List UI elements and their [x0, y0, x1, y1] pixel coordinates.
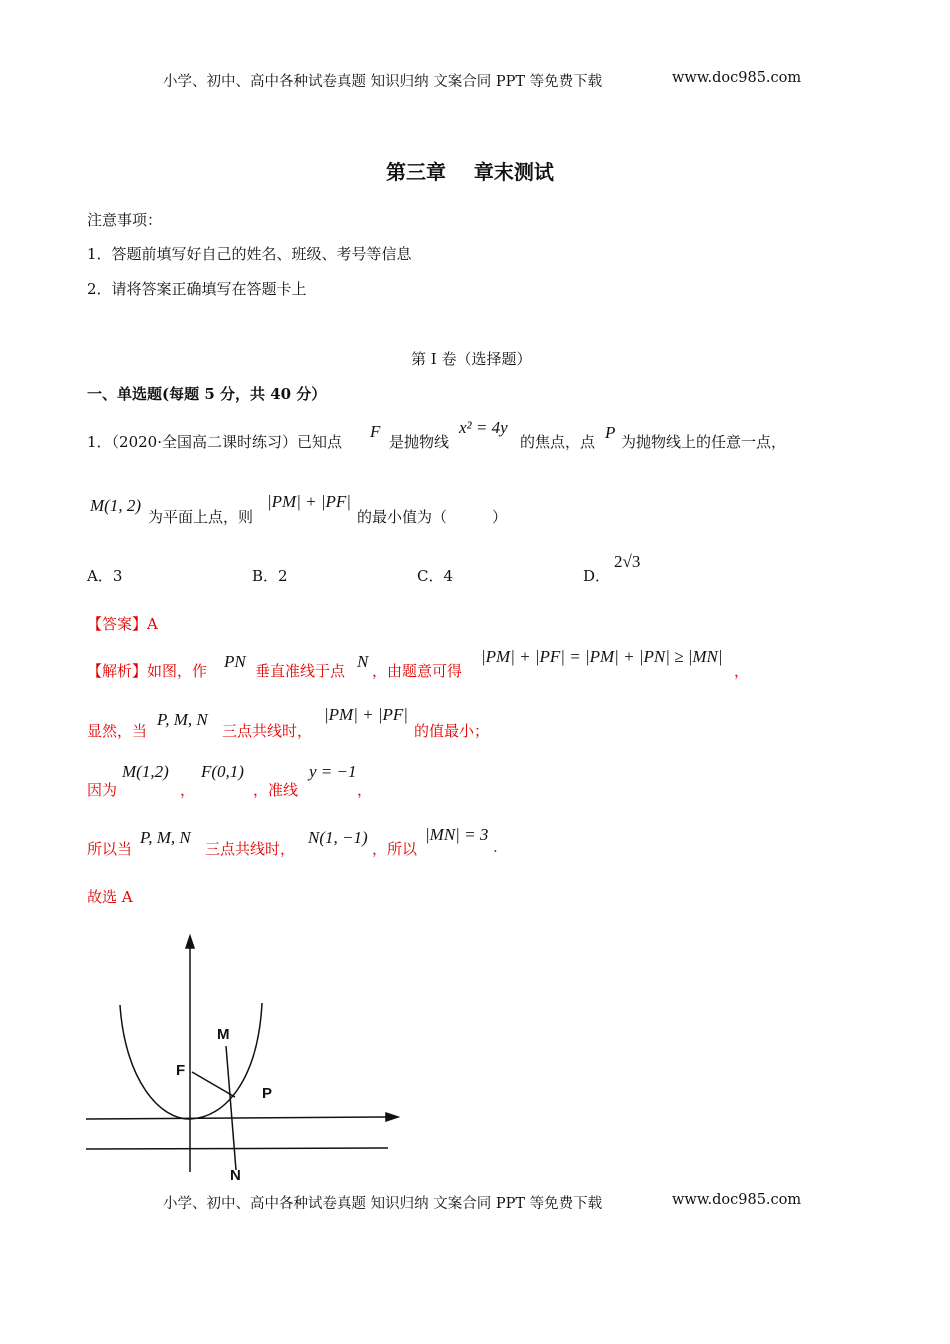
math-equation: x² = 4y — [459, 418, 508, 437]
math-F: F(0,1) — [201, 762, 244, 781]
footer-text: 小学、初中、高中各种试卷真题 知识归纳 文案合同 PPT 等免费下载 — [163, 1196, 603, 1212]
page-title: 第三章 章末测试 — [386, 160, 554, 184]
notice-item: 1．答题前填写好自己的姓名、班级、考号等信息 — [87, 245, 412, 263]
notice-heading: 注意事项： — [87, 211, 163, 229]
math-M: M(1,2) — [122, 762, 169, 781]
math-N: N — [357, 652, 369, 671]
analysis-text: 的值最小； — [414, 722, 490, 740]
x-axis — [86, 1117, 390, 1119]
directrix — [86, 1148, 388, 1149]
math-PN: PN — [224, 652, 246, 671]
math-N: N(1, −1) — [308, 828, 368, 847]
option-c: C．4 — [417, 567, 454, 585]
footer-site: www.doc985.com — [672, 1192, 802, 1208]
analysis-text: 【解析】如图，作 — [87, 662, 208, 680]
label-F: F — [176, 1062, 186, 1079]
analysis-text: 所以当 — [87, 840, 133, 858]
label-P: P — [262, 1085, 273, 1102]
y-axis-arrow — [186, 936, 194, 948]
x-axis-arrow — [386, 1113, 398, 1121]
header-text: 小学、初中、高中各种试卷真题 知识归纳 文案合同 PPT 等免费下载 — [163, 74, 603, 90]
label-N: N — [230, 1167, 241, 1184]
math-M: M(1, 2) — [90, 496, 141, 515]
q1-text: 是抛物线 — [389, 433, 450, 451]
segment-MN — [226, 1046, 236, 1170]
part-title: 一、单选题(每题 5 分，共 40 分） — [87, 385, 327, 403]
math-directrix: y = −1 — [309, 762, 357, 781]
analysis-text: ， — [180, 781, 196, 799]
analysis-text: 显然，当 — [87, 722, 148, 740]
q1-text: 的最小值为（ ） — [357, 508, 508, 526]
header-site: www.doc985.com — [672, 70, 802, 86]
analysis-text: 三点共线时， — [205, 840, 296, 858]
label-M: M — [217, 1026, 230, 1043]
notice-item: 2．请将答案正确填写在答题卡上 — [87, 280, 307, 298]
parabola — [120, 1003, 262, 1119]
analysis-text: . — [493, 838, 498, 856]
analysis-text: 垂直准线于点 — [255, 662, 346, 680]
math-points: P, M, N — [140, 828, 191, 847]
option-b: B．2 — [252, 567, 288, 585]
analysis-text: 三点共线时， — [222, 722, 313, 740]
math-F: F — [370, 422, 381, 441]
analysis-text: ，所以 — [372, 840, 418, 858]
math-inequality: |PM| + |PF| = |PM| + |PN| ≥ |MN| — [481, 647, 723, 666]
section-title: 第 I 卷（选择题） — [411, 350, 532, 368]
math-expression: |PM| + |PF| — [324, 705, 408, 724]
analysis-text: 因为 — [87, 781, 118, 799]
q1-text: 为平面上点，则 — [148, 508, 254, 526]
q1-text: 1．（2020·全国高二课时练习）已知点 — [87, 433, 342, 451]
math-points: P, M, N — [157, 710, 208, 729]
analysis-text: ，准线 — [253, 781, 299, 799]
q1-text: 的焦点，点 — [520, 433, 596, 451]
analysis-text: ，由题意可得 — [372, 662, 463, 680]
analysis-text: ， — [357, 781, 373, 799]
math-MN: |MN| = 3 — [425, 825, 489, 844]
math-P: P — [605, 423, 616, 442]
option-d: D． — [583, 567, 611, 585]
analysis-text: ， — [734, 662, 750, 680]
q1-text: 为抛物线上的任意一点， — [621, 433, 787, 451]
answer: 【答案】A — [87, 615, 158, 633]
option-d-value: 2√3 — [614, 552, 641, 571]
option-a: A．3 — [87, 567, 123, 585]
math-expression: |PM| + |PF| — [267, 492, 351, 511]
analysis-conclusion: 故选 A — [87, 888, 133, 906]
